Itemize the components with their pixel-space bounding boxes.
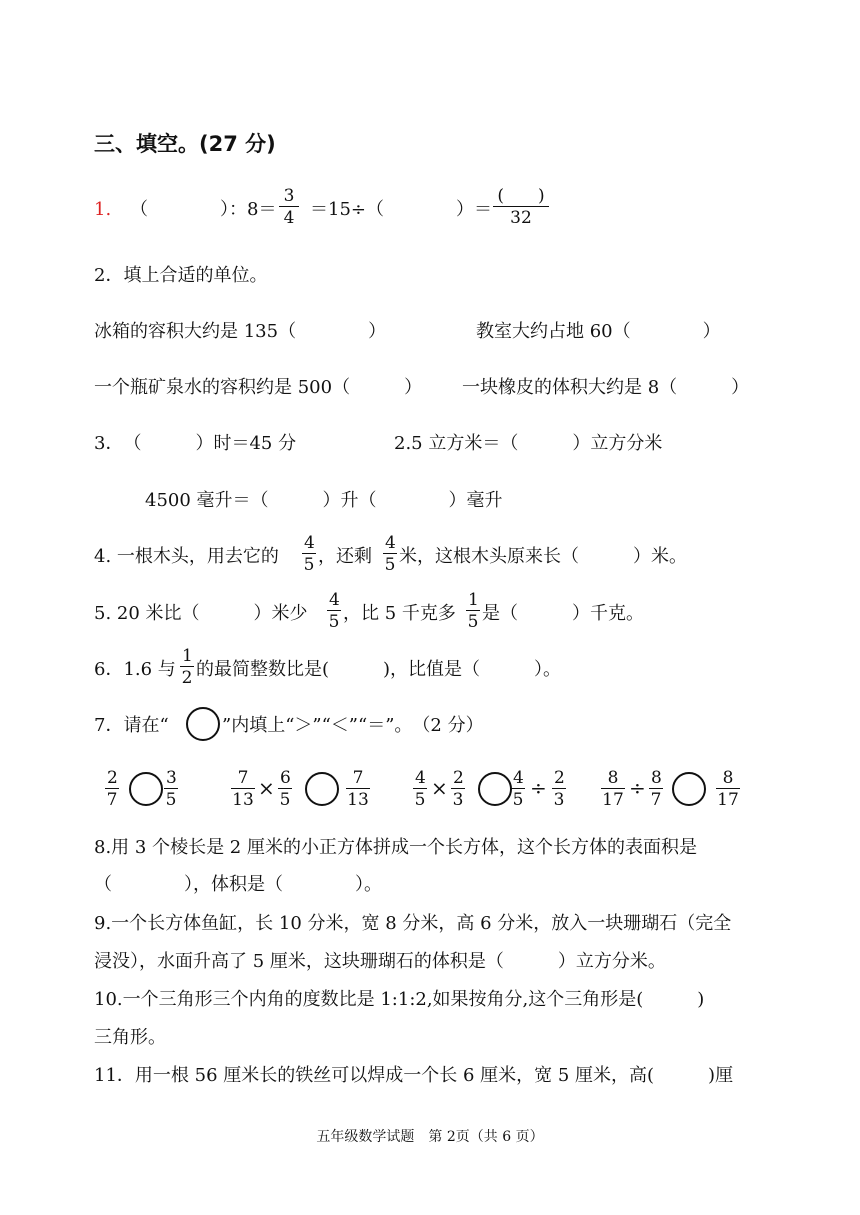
e3-operator: × bbox=[431, 776, 448, 800]
q1-text-2: ＝15÷（ ）＝ bbox=[310, 199, 492, 220]
q1-fraction-1: $\frac{3}{4}$ bbox=[279, 186, 299, 228]
q5-text-3: 是（ ）千克。 bbox=[482, 603, 644, 624]
q10-line-1: 10.一个三角形三个内角的度数比是 1:1:2,如果按角分,这个三角形是( ) bbox=[94, 989, 705, 1010]
q11-line-1: 11．用一根 56 厘米长的铁丝可以焊成一个长 6 厘米，宽 5 厘米，高( )厘 bbox=[94, 1065, 734, 1086]
q4-text-2: ，还剩 bbox=[318, 546, 372, 567]
e2-answer-circle[interactable] bbox=[305, 772, 339, 806]
q1-text-1: （ ）：8＝ bbox=[130, 199, 277, 220]
q4-text-3: 米，这根木头原来长（ ）米。 bbox=[399, 546, 687, 567]
e4-answer-circle[interactable] bbox=[672, 772, 706, 806]
q3-item-a: 3． （ ）时＝45 分 bbox=[94, 433, 297, 454]
q6-text-2: 的最简整数比是( )，比值是（ ）。 bbox=[196, 659, 562, 680]
q6-fraction-1: $\frac{1}{2}$ bbox=[181, 646, 193, 688]
e2-fraction-a: $\frac{7}{13}$ bbox=[232, 768, 254, 810]
q8-line-1: 8.用 3 个棱长是 2 厘米的小正方体拼成一个长方体，这个长方体的表面积是 bbox=[94, 837, 697, 858]
e2-fraction-b: $\frac{6}{5}$ bbox=[279, 768, 291, 810]
e1-fraction-a: $\frac{2}{7}$ bbox=[106, 768, 118, 810]
section-title: 三、填空。(27 分) bbox=[94, 132, 276, 156]
e2-fraction-c: $\frac{7}{13}$ bbox=[347, 768, 369, 810]
q4-fraction-2: $\frac{4}{5}$ bbox=[384, 533, 396, 575]
q3-item-b: 2.5 立方米＝（ ）立方分米 bbox=[394, 433, 663, 454]
e3-fraction-d: $\frac{2}{3}$ bbox=[553, 768, 565, 810]
q7-text-1: 7．请在“ bbox=[94, 715, 169, 736]
e2-operator: × bbox=[258, 776, 275, 800]
q1-number: 1. bbox=[94, 199, 112, 220]
q4-text-1: 4. 一根木头，用去它的 bbox=[94, 546, 279, 567]
e3-fraction-c: $\frac{4}{5}$ bbox=[512, 768, 524, 810]
q9-line-1: 9.一个长方体鱼缸，长 10 分米，宽 8 分米，高 6 分米，放入一块珊瑚石（完全 bbox=[94, 913, 732, 934]
q2-item-c: 一个瓶矿泉水的容积约是 500（ ） bbox=[94, 377, 423, 398]
e1-answer-circle[interactable] bbox=[129, 772, 163, 806]
q5-text-1: 5. 20 米比（ ）米少 bbox=[94, 603, 308, 624]
q3-item-c: 4500 毫升＝（ ）升（ ）毫升 bbox=[145, 490, 503, 511]
q6-text-1: 6．1.6 与 bbox=[94, 659, 176, 680]
comparison-circle-icon bbox=[186, 707, 220, 741]
q4-fraction-1: $\frac{4}{5}$ bbox=[303, 533, 315, 575]
q5-fraction-1: $\frac{4}{5}$ bbox=[328, 590, 340, 632]
e4-operator: ÷ bbox=[629, 776, 646, 800]
page-footer: 五年级数学试题 第 2页（共 6 页） bbox=[316, 1129, 544, 1145]
e4-fraction-b: $\frac{8}{7}$ bbox=[650, 768, 662, 810]
e3-answer-circle[interactable] bbox=[478, 772, 512, 806]
q10-line-2: 三角形。 bbox=[94, 1027, 166, 1048]
q2-title: 2．填上合适的单位。 bbox=[94, 265, 268, 286]
e3-operator-2: ÷ bbox=[530, 776, 547, 800]
q2-item-d: 一块橡皮的体积大约是 8（ ） bbox=[462, 377, 750, 398]
q5-text-2: ，比 5 千克多 bbox=[343, 603, 456, 624]
e3-fraction-b: $\frac{2}{3}$ bbox=[452, 768, 464, 810]
q7-text-2: ”内填上“＞”“＜”“＝”。 （2 分） bbox=[222, 715, 484, 736]
q8-line-2: （ ），体积是（ ）。 bbox=[94, 874, 382, 895]
q2-item-a: 冰箱的容积大约是 135（ ） bbox=[94, 321, 387, 342]
q5-fraction-2: $\frac{1}{5}$ bbox=[467, 590, 479, 632]
e1-fraction-b: $\frac{3}{5}$ bbox=[165, 768, 177, 810]
e3-fraction-a: $\frac{4}{5}$ bbox=[414, 768, 426, 810]
e4-fraction-a: $\frac{8}{17}$ bbox=[602, 768, 624, 810]
q1-fraction-2: ( ) 32 bbox=[493, 186, 549, 228]
q9-line-2: 浸没），水面升高了 5 厘米，这块珊瑚石的体积是（ ）立方分米。 bbox=[94, 951, 666, 972]
q2-item-b: 教室大约占地 60（ ） bbox=[476, 321, 721, 342]
e4-fraction-c: $\frac{8}{17}$ bbox=[717, 768, 739, 810]
